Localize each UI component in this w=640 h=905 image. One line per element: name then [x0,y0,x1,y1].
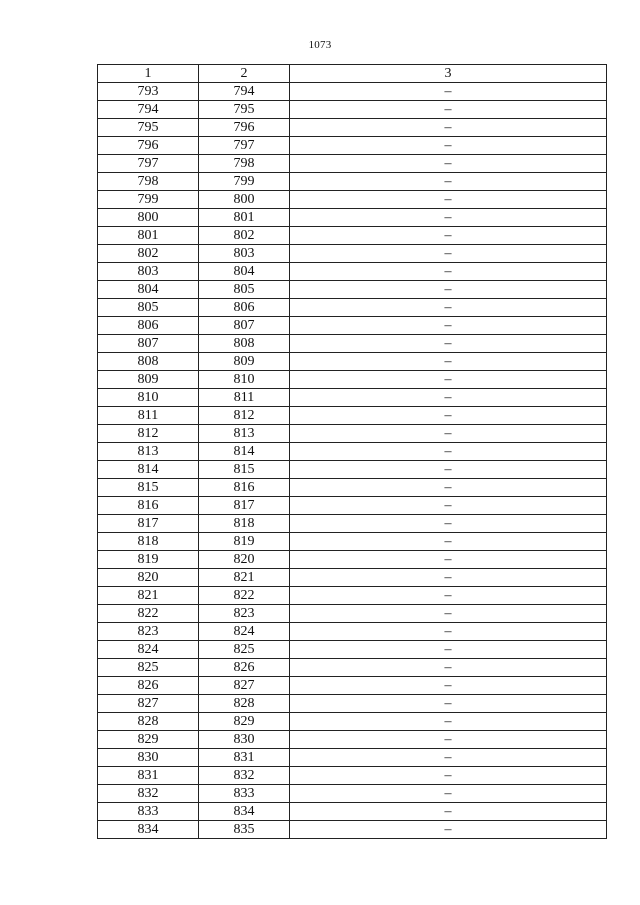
table-cell-col-1: 805 [98,299,199,317]
table-cell-col-2: 810 [199,371,290,389]
table-cell-col-1: 794 [98,101,199,119]
table-row [98,101,607,119]
column-header-1: 1 [98,65,199,83]
table-cell-col-3: – [290,767,607,785]
table-cell-col-2: 805 [199,281,290,299]
table-row [98,605,607,623]
column-header-2: 2 [199,65,290,83]
table-cell-col-2: 827 [199,677,290,695]
table-cell-col-3: – [290,695,607,713]
table-row [98,173,607,191]
table-cell-col-2: 799 [199,173,290,191]
table-row [98,281,607,299]
table-cell-col-1: 799 [98,191,199,209]
table-row [98,353,607,371]
table-cell-col-1: 828 [98,713,199,731]
table-cell-col-2: 813 [199,425,290,443]
table-cell-col-2: 806 [199,299,290,317]
table-row [98,551,607,569]
table-cell-col-2: 830 [199,731,290,749]
table-cell-col-2: 826 [199,659,290,677]
table-row [98,479,607,497]
table-row [98,83,607,101]
table-cell-col-2: 795 [199,101,290,119]
table-cell-col-3: – [290,191,607,209]
table-cell-col-1: 814 [98,461,199,479]
table-cell-col-2: 815 [199,461,290,479]
table-cell-col-1: 802 [98,245,199,263]
table-row [98,569,607,587]
table-cell-col-1: 832 [98,785,199,803]
table-cell-col-2: 816 [199,479,290,497]
table-cell-col-1: 803 [98,263,199,281]
table-cell-col-1: 793 [98,83,199,101]
table-cell-col-1: 796 [98,137,199,155]
table-cell-col-3: – [290,605,607,623]
table-cell-col-3: – [290,353,607,371]
table-row [98,209,607,227]
table-cell-col-3: – [290,407,607,425]
table-cell-col-1: 827 [98,695,199,713]
table-cell-col-3: – [290,461,607,479]
table-cell-col-1: 795 [98,119,199,137]
table-cell-col-2: 803 [199,245,290,263]
table-cell-col-3: – [290,479,607,497]
table-cell-col-3: – [290,533,607,551]
table-cell-col-2: 833 [199,785,290,803]
table-cell-col-2: 829 [199,713,290,731]
table-cell-col-1: 800 [98,209,199,227]
table-cell-col-2: 807 [199,317,290,335]
table-cell-col-1: 798 [98,173,199,191]
table-cell-col-1: 809 [98,371,199,389]
table-cell-col-3: – [290,785,607,803]
table-cell-col-2: 819 [199,533,290,551]
table-cell-col-3: – [290,569,607,587]
table-cell-col-1: 829 [98,731,199,749]
table-cell-col-2: 797 [199,137,290,155]
table-cell-col-1: 813 [98,443,199,461]
table-cell-col-3: – [290,389,607,407]
table-cell-col-2: 800 [199,191,290,209]
table-cell-col-2: 828 [199,695,290,713]
table-row [98,407,607,425]
table-cell-col-3: – [290,551,607,569]
table-cell-col-1: 797 [98,155,199,173]
table-cell-col-1: 811 [98,407,199,425]
table-cell-col-3: – [290,713,607,731]
table-cell-col-1: 819 [98,551,199,569]
table-cell-col-1: 812 [98,425,199,443]
table-cell-col-3: – [290,515,607,533]
table-body [98,83,607,839]
column-header-3: 3 [290,65,607,83]
table-cell-col-3: – [290,803,607,821]
table-row [98,641,607,659]
table-cell-col-3: – [290,623,607,641]
table-cell-col-2: 831 [199,749,290,767]
table-cell-col-1: 824 [98,641,199,659]
table-cell-col-3: – [290,335,607,353]
table-row [98,749,607,767]
table-cell-col-1: 831 [98,767,199,785]
table-row [98,497,607,515]
table-cell-col-1: 823 [98,623,199,641]
table-cell-col-3: – [290,209,607,227]
table-row [98,533,607,551]
table-row [98,137,607,155]
table-cell-col-1: 807 [98,335,199,353]
table-cell-col-2: 821 [199,569,290,587]
table-cell-col-2: 812 [199,407,290,425]
table-cell-col-2: 814 [199,443,290,461]
table-row [98,785,607,803]
table-cell-col-2: 818 [199,515,290,533]
table-row [98,191,607,209]
table-row [98,713,607,731]
table-row [98,119,607,137]
table-cell-col-3: – [290,677,607,695]
table-cell-col-2: 825 [199,641,290,659]
table-cell-col-2: 801 [199,209,290,227]
table-cell-col-2: 798 [199,155,290,173]
table-cell-col-1: 830 [98,749,199,767]
table-cell-col-2: 817 [199,497,290,515]
table-row [98,695,607,713]
data-table [97,64,607,839]
table-cell-col-2: 804 [199,263,290,281]
table-cell-col-3: – [290,587,607,605]
table-cell-col-2: 822 [199,587,290,605]
table-row [98,677,607,695]
table-cell-col-3: – [290,263,607,281]
table-cell-col-3: – [290,101,607,119]
header-row [98,65,607,83]
table-cell-col-2: 820 [199,551,290,569]
table-cell-col-1: 820 [98,569,199,587]
table-cell-col-3: – [290,155,607,173]
table-row [98,623,607,641]
table-cell-col-3: – [290,749,607,767]
table-row [98,515,607,533]
table-cell-col-2: 823 [199,605,290,623]
table-header [98,65,607,83]
table-cell-col-2: 802 [199,227,290,245]
table-cell-col-3: – [290,299,607,317]
table-cell-col-1: 816 [98,497,199,515]
table-row [98,263,607,281]
table-cell-col-3: – [290,821,607,839]
table-cell-col-2: 794 [199,83,290,101]
table-cell-col-1: 817 [98,515,199,533]
table-row [98,389,607,407]
table-cell-col-1: 818 [98,533,199,551]
table-row [98,245,607,263]
table-row [98,371,607,389]
table-cell-col-1: 806 [98,317,199,335]
table-cell-col-3: – [290,227,607,245]
table-cell-col-1: 821 [98,587,199,605]
table-cell-col-3: – [290,641,607,659]
table-cell-col-3: – [290,245,607,263]
table-row [98,155,607,173]
table-cell-col-1: 808 [98,353,199,371]
table-cell-col-3: – [290,731,607,749]
table-row [98,335,607,353]
table-cell-col-3: – [290,173,607,191]
table-cell-col-2: 832 [199,767,290,785]
table-cell-col-1: 801 [98,227,199,245]
table-row [98,821,607,839]
table-cell-col-3: – [290,317,607,335]
table-cell-col-3: – [290,443,607,461]
table-cell-col-1: 826 [98,677,199,695]
table-cell-col-3: – [290,137,607,155]
table-cell-col-3: – [290,659,607,677]
table-cell-col-1: 833 [98,803,199,821]
table-row [98,425,607,443]
table-cell-col-3: – [290,497,607,515]
table-row [98,587,607,605]
table-cell-col-1: 804 [98,281,199,299]
table-cell-col-1: 834 [98,821,199,839]
page-number: 1073 [308,39,332,51]
table-cell-col-2: 808 [199,335,290,353]
table-cell-col-2: 834 [199,803,290,821]
table-cell-col-2: 796 [199,119,290,137]
table-row [98,299,607,317]
table-cell-col-2: 809 [199,353,290,371]
table-row [98,659,607,677]
table-row [98,461,607,479]
table-cell-col-3: – [290,281,607,299]
table-row [98,767,607,785]
table-cell-col-2: 811 [199,389,290,407]
table-cell-col-3: – [290,371,607,389]
table-row [98,731,607,749]
table-row [98,317,607,335]
table-cell-col-1: 810 [98,389,199,407]
table-cell-col-2: 835 [199,821,290,839]
table-cell-col-3: – [290,119,607,137]
table-cell-col-3: – [290,83,607,101]
table-cell-col-2: 824 [199,623,290,641]
table-cell-col-1: 815 [98,479,199,497]
table-row [98,803,607,821]
table-row [98,443,607,461]
table-cell-col-3: – [290,425,607,443]
table-cell-col-1: 825 [98,659,199,677]
table-cell-col-1: 822 [98,605,199,623]
table-row [98,227,607,245]
